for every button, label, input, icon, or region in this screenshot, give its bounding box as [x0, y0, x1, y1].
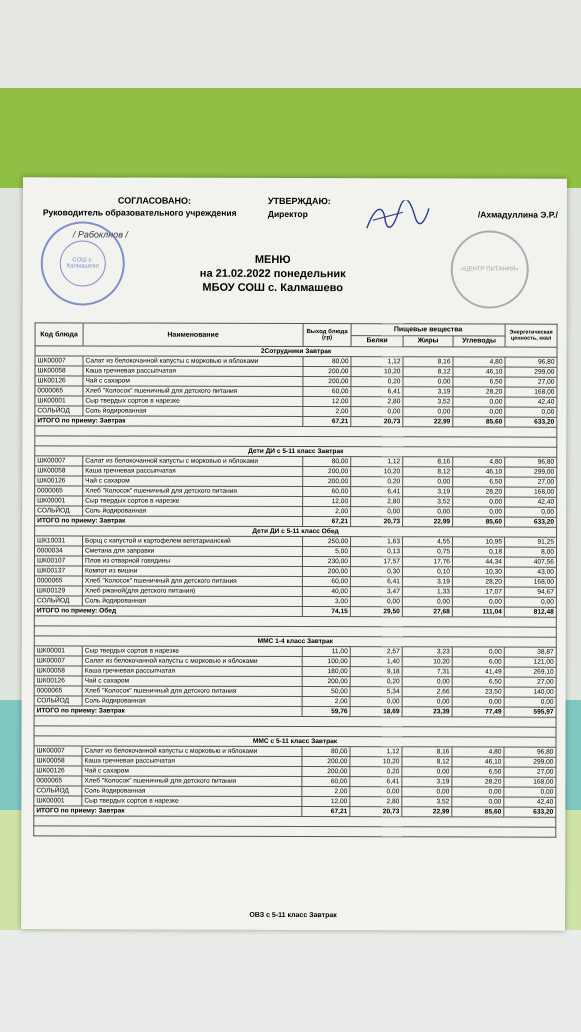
cell-protein: 2,80 — [351, 397, 403, 407]
cell-code: ШК00058 — [35, 466, 83, 476]
cell-yield: 60,00 — [303, 387, 351, 397]
cell-name: Хлеб "Колосок" пшеничный для детского питания — [83, 386, 303, 397]
cell-yield: 60,00 — [302, 577, 350, 587]
cell-yield: 60,00 — [303, 487, 351, 497]
cell-yield: 2,00 — [303, 407, 351, 417]
cell-name: Сыр твердых сортов в нарезке — [82, 646, 302, 657]
total-value: 595,97 — [504, 707, 556, 717]
section-title: Дети ДИ с 5-11 класс Завтрак — [35, 446, 557, 457]
cell-carbs: 0,00 — [452, 697, 504, 707]
cell-yield: 230,00 — [302, 557, 350, 567]
agreed-role: Руководитель образовательного учреждения — [42, 207, 237, 218]
cell-energy: 0,00 — [504, 697, 556, 707]
cell-energy: 168,00 — [505, 387, 557, 397]
cell-yield: 50,00 — [302, 687, 350, 697]
cell-energy: 121,00 — [504, 657, 556, 667]
col-yield: Выход блюда (гр) — [303, 324, 351, 347]
menu-school: МБОУ СОШ с. Калмашево — [202, 281, 343, 295]
cell-code: ШК00058 — [35, 366, 83, 376]
cell-yield: 2,00 — [302, 787, 350, 797]
blank-cell — [34, 826, 556, 837]
cell-protein: 0,13 — [350, 547, 402, 557]
total-label: ИТОГО по приему: Завтрак — [35, 416, 303, 427]
cell-fat: 3,19 — [402, 777, 452, 787]
total-value: 111,04 — [452, 607, 504, 617]
cell-code: ШК00001 — [35, 396, 83, 406]
cell-code: ШК00007 — [34, 746, 82, 756]
total-value: 20,73 — [351, 417, 403, 427]
cell-carbs: 10,30 — [452, 567, 504, 577]
cell-fat: 0,00 — [402, 767, 452, 777]
cell-carbs: 28,20 — [452, 777, 504, 787]
cell-name: Сыр твердых сортов в нарезке — [83, 496, 303, 507]
cell-name: Сыр твердых сортов в нарезке — [83, 396, 303, 407]
cell-carbs: 6,50 — [453, 377, 505, 387]
cell-name: Чай с сахаром — [83, 476, 303, 487]
total-value: 67,21 — [302, 807, 350, 817]
col-code: Код блюда — [35, 323, 83, 346]
cell-protein: 6,41 — [351, 387, 403, 397]
cell-yield: 200,00 — [302, 677, 350, 687]
cell-protein: 0,20 — [350, 677, 402, 687]
cell-yield: 200,00 — [303, 377, 351, 387]
total-value: 812,48 — [504, 607, 556, 617]
cell-fat: 3,19 — [403, 387, 453, 397]
approve-label: УТВЕРЖДАЮ: — [267, 195, 331, 207]
cell-fat: 3,19 — [402, 577, 452, 587]
cell-carbs: 0,00 — [452, 787, 504, 797]
cell-energy: 27,00 — [504, 767, 556, 777]
cell-protein: 9,18 — [350, 667, 402, 677]
cell-name: Хлеб "Колосок" пшеничный для детского питания — [82, 686, 302, 697]
cell-fat: 1,33 — [402, 587, 452, 597]
cell-fat: 3,23 — [402, 647, 452, 657]
cell-code: ШК00007 — [34, 656, 82, 666]
cell-protein: 0,00 — [350, 787, 402, 797]
cell-fat: 0,00 — [402, 697, 452, 707]
cell-carbs: 4,80 — [453, 457, 505, 467]
cell-protein: 0,20 — [350, 767, 402, 777]
total-label: ИТОГО по приему: Завтрак — [35, 516, 303, 527]
cell-code: ШК00001 — [34, 796, 82, 806]
total-value: 23,39 — [402, 707, 452, 717]
cell-fat: 0,00 — [403, 407, 453, 417]
menu-table — [33, 322, 557, 837]
cell-energy: 42,40 — [505, 497, 557, 507]
cell-code: ШК00107 — [34, 556, 82, 566]
cell-energy: 42,40 — [505, 397, 557, 407]
cell-carbs: 0,00 — [452, 797, 504, 807]
cell-yield: 200,00 — [302, 567, 350, 577]
cell-name: Соль йодированная — [82, 786, 302, 797]
cell-yield: 100,00 — [302, 657, 350, 667]
cell-carbs: 28,20 — [453, 487, 505, 497]
cell-code: 0000065 — [34, 776, 82, 786]
cell-fat: 8,16 — [403, 357, 453, 367]
cell-energy: 0,00 — [504, 597, 556, 607]
cell-code: ШК00126 — [35, 476, 83, 486]
approve-name: /Ахмадуллина Э.Р./ — [477, 209, 558, 220]
cell-energy: 96,80 — [505, 457, 557, 467]
cell-energy: 168,00 — [504, 577, 556, 587]
menu-date: на 21.02.2022 понедельник — [199, 267, 346, 281]
cell-code: 0000065 — [34, 576, 82, 586]
total-label: ИТОГО по приему: Обед — [34, 606, 302, 617]
cell-yield: 180,00 — [302, 667, 350, 677]
cell-energy: 168,00 — [504, 777, 556, 787]
total-value: 29,50 — [350, 607, 402, 617]
col-protein: Белки — [351, 335, 403, 347]
total-value: 85,60 — [453, 417, 505, 427]
cell-code: ШК00007 — [35, 356, 83, 366]
cell-carbs: 28,20 — [453, 387, 505, 397]
cell-name: Чай с сахаром — [82, 766, 302, 777]
cell-code: СОЛЬЙОД — [34, 596, 82, 606]
cell-energy: 140,00 — [504, 687, 556, 697]
next-section-title: ОВЗ с 5-11 класс Завтрак — [249, 911, 337, 920]
cell-carbs: 46,10 — [453, 367, 505, 377]
cell-protein: 17,57 — [350, 557, 402, 567]
cell-yield: 200,00 — [302, 757, 350, 767]
total-value: 20,73 — [350, 807, 402, 817]
cell-protein: 2,80 — [350, 797, 402, 807]
cell-protein: 0,00 — [350, 697, 402, 707]
cell-code: СОЛЬЙОД — [34, 786, 82, 796]
cell-name: Каша гречневая рассыпчатая — [83, 466, 303, 477]
cell-name: Хлеб ржаной(для детского питания) — [82, 586, 302, 597]
cell-yield: 5,00 — [302, 547, 350, 557]
cell-protein: 1,12 — [350, 747, 402, 757]
cell-yield: 250,00 — [303, 537, 351, 547]
cell-carbs: 17,07 — [452, 587, 504, 597]
cell-protein: 10,20 — [350, 757, 402, 767]
cell-carbs: 28,20 — [452, 577, 504, 587]
cell-name: Компот из вишни — [82, 566, 302, 577]
cell-fat: 8,12 — [403, 367, 453, 377]
cell-name: Каша гречневая рассыпчатая — [83, 366, 303, 377]
cell-carbs: 0,00 — [453, 497, 505, 507]
cell-fat: 3,19 — [403, 487, 453, 497]
cell-protein: 6,41 — [351, 487, 403, 497]
section-title: ММС с 5-11 класс Завтрак — [34, 736, 556, 747]
center-stamp-text: «ЦЕНТР ПИТАНИЯ» — [460, 266, 519, 273]
total-value: 20,73 — [351, 517, 403, 527]
cell-yield: 11,00 — [302, 647, 350, 657]
cell-energy: 91,25 — [505, 537, 557, 547]
cell-fat: 8,16 — [403, 457, 453, 467]
cell-name: Салат из белокочанной капусты с морковью и яблоками — [83, 356, 303, 367]
total-value: 22,99 — [402, 807, 452, 817]
cell-energy: 94,67 — [504, 587, 556, 597]
cell-name: Салат из белокочанной капусты с морковью и яблоками — [82, 656, 302, 667]
cell-code: СОЛЬЙОД — [35, 406, 83, 416]
cell-energy: 299,00 — [505, 467, 557, 477]
cell-code: ШК00129 — [34, 586, 82, 596]
cell-energy: 42,40 — [504, 797, 556, 807]
cell-energy: 0,00 — [505, 407, 557, 417]
cell-code: ШК00137 — [34, 566, 82, 576]
approve-role: Директор — [267, 208, 308, 220]
blank-row — [34, 826, 556, 837]
cell-name: Соль йодированная — [83, 506, 303, 517]
cell-energy: 96,80 — [505, 357, 557, 367]
cell-yield: 3,00 — [302, 597, 350, 607]
cell-code: ШК10031 — [35, 536, 83, 546]
cell-carbs: 0,00 — [453, 397, 505, 407]
total-value: 22,99 — [403, 517, 453, 527]
cell-fat: 2,66 — [402, 687, 452, 697]
cell-code: ШК00058 — [34, 666, 82, 676]
cell-yield: 12,00 — [302, 797, 350, 807]
cell-yield: 200,00 — [303, 477, 351, 487]
cell-name: Чай с сахаром — [83, 376, 303, 387]
cell-yield: 80,00 — [303, 357, 351, 367]
cell-yield: 60,00 — [302, 777, 350, 787]
cell-yield: 2,00 — [303, 507, 351, 517]
cell-protein: 2,80 — [351, 497, 403, 507]
school-stamp-text: СОШ с. Калмашево — [60, 240, 106, 286]
cell-yield: 200,00 — [303, 467, 351, 477]
cell-fat: 3,52 — [403, 397, 453, 407]
cell-name: Плов из отварной говядины — [82, 556, 302, 567]
cell-yield: 200,00 — [303, 367, 351, 377]
cell-energy: 299,00 — [505, 367, 557, 377]
cell-carbs: 0,18 — [452, 547, 504, 557]
cell-fat: 0,00 — [403, 377, 453, 387]
cell-name: Соль йодированная — [82, 696, 302, 707]
cell-fat: 8,16 — [402, 747, 452, 757]
total-label: ИТОГО по приему: Завтрак — [34, 706, 302, 717]
cell-carbs: 44,34 — [452, 557, 504, 567]
cell-code: ШК00126 — [34, 766, 82, 776]
cell-name: Соль йодированная — [82, 596, 302, 607]
cell-carbs: 0,00 — [453, 507, 505, 517]
total-label: ИТОГО по приему: Завтрак — [34, 806, 302, 817]
cell-fat: 0,00 — [403, 477, 453, 487]
cell-protein: 0,00 — [350, 597, 402, 607]
cell-yield: 200,00 — [302, 767, 350, 777]
cell-carbs: 46,10 — [453, 467, 505, 477]
cell-protein: 6,41 — [350, 577, 402, 587]
cell-code: ШК00001 — [35, 496, 83, 506]
menu-title: МЕНЮ — [254, 253, 291, 266]
cell-carbs: 6,50 — [452, 677, 504, 687]
cell-carbs: 6,50 — [452, 767, 504, 777]
wall-bottom — [0, 930, 581, 1032]
cell-fat: 4,55 — [403, 537, 453, 547]
cell-fat: 0,10 — [402, 567, 452, 577]
cell-code: ШК00007 — [35, 456, 83, 466]
cell-protein: 0,20 — [351, 477, 403, 487]
cell-code: 0000065 — [35, 386, 83, 396]
cell-carbs: 0,00 — [452, 597, 504, 607]
cell-protein: 5,34 — [350, 687, 402, 697]
total-value: 77,49 — [452, 707, 504, 717]
cell-code: ШК00001 — [34, 646, 82, 656]
col-name: Наименование — [83, 323, 303, 347]
cell-protein: 10,20 — [351, 467, 403, 477]
cell-energy: 27,00 — [505, 477, 557, 487]
total-value: 74,15 — [302, 607, 350, 617]
cell-carbs: 4,80 — [452, 747, 504, 757]
section-title: ММС 1-4 класс Завтрак — [34, 636, 556, 647]
cell-protein: 6,41 — [350, 777, 402, 787]
cell-protein: 1,12 — [351, 357, 403, 367]
cell-fat: 7,31 — [402, 667, 452, 677]
cell-fat: 0,75 — [402, 547, 452, 557]
cell-code: ШК00126 — [35, 376, 83, 386]
cell-yield: 12,00 — [303, 497, 351, 507]
agreed-label: СОГЛАСОВАНО: — [117, 195, 192, 206]
cell-protein: 0,00 — [351, 507, 403, 517]
col-carbs: Углеводы — [453, 335, 505, 347]
total-value: 59,76 — [302, 707, 350, 717]
cell-energy: 43,00 — [504, 567, 556, 577]
cell-fat: 0,00 — [403, 507, 453, 517]
cell-protein: 3,47 — [350, 587, 402, 597]
cell-fat: 10,20 — [402, 657, 452, 667]
cell-fat: 0,00 — [402, 597, 452, 607]
total-value: 85,60 — [452, 807, 504, 817]
cell-energy: 299,00 — [504, 757, 556, 767]
cell-carbs: 6,00 — [452, 657, 504, 667]
cell-carbs: 23,50 — [452, 687, 504, 697]
cell-name: Каша гречневая рассыпчатая — [82, 756, 302, 767]
cell-protein: 0,20 — [351, 377, 403, 387]
total-value: 67,21 — [303, 417, 351, 427]
cell-fat: 8,12 — [402, 757, 452, 767]
cell-name: Соль йодированная — [83, 406, 303, 417]
cell-carbs: 4,80 — [453, 357, 505, 367]
cell-code: ШК00126 — [34, 676, 82, 686]
cell-energy: 168,00 — [505, 487, 557, 497]
cell-carbs: 6,50 — [453, 477, 505, 487]
cell-fat: 8,12 — [403, 467, 453, 477]
cell-name: Салат из белокочанной капусты с морковью и яблоками — [83, 456, 303, 467]
total-value: 85,60 — [453, 517, 505, 527]
cell-yield: 12,00 — [303, 397, 351, 407]
cell-carbs: 46,10 — [452, 757, 504, 767]
cell-name: Хлеб "Колосок" пшеничный для детского питания — [83, 486, 303, 497]
wall-green-stripe — [0, 88, 581, 188]
cell-code: 0000065 — [35, 486, 83, 496]
cell-name: Хлеб "Колосок" пшеничный для детского питания — [82, 576, 302, 587]
cell-carbs: 10,95 — [453, 537, 505, 547]
agreed-signature: / Рабоклнов / — [72, 229, 128, 240]
cell-code: 0000065 — [34, 686, 82, 696]
cell-yield: 2,00 — [302, 697, 350, 707]
cell-energy: 269,10 — [504, 667, 556, 677]
section-title: Дети ДИ с 5-11 класс Обед — [35, 526, 557, 537]
cell-protein: 2,57 — [350, 647, 402, 657]
cell-protein: 1,40 — [350, 657, 402, 667]
cell-energy: 0,00 — [505, 507, 557, 517]
cell-fat: 0,00 — [402, 787, 452, 797]
director-signature — [363, 200, 433, 234]
cell-name: Хлеб "Колосок" пшеничный для детского питания — [82, 776, 302, 787]
cell-yield: 40,00 — [302, 587, 350, 597]
cell-yield: 80,00 — [302, 747, 350, 757]
cell-protein: 1,63 — [351, 537, 403, 547]
cell-energy: 27,00 — [505, 377, 557, 387]
cell-energy: 27,00 — [504, 677, 556, 687]
cell-protein: 0,00 — [351, 407, 403, 417]
cell-protein: 1,12 — [351, 457, 403, 467]
total-value: 633,20 — [504, 807, 556, 817]
cell-fat: 17,76 — [402, 557, 452, 567]
cell-energy: 407,56 — [504, 557, 556, 567]
cell-energy: 8,00 — [504, 547, 556, 557]
menu-sheet — [21, 177, 567, 930]
cell-yield: 80,00 — [303, 457, 351, 467]
col-nutrients: Пищевые вещества — [351, 324, 505, 336]
cell-fat: 3,52 — [403, 497, 453, 507]
cell-name: Каша гречневая рассыпчатая — [82, 666, 302, 677]
cell-protein: 0,30 — [350, 567, 402, 577]
cell-name: Сыр твердых сортов в нарезке — [82, 796, 302, 807]
section-title: 2Сотрудники Завтрак — [35, 346, 557, 357]
cell-name: Сметана для заправки — [82, 546, 302, 557]
col-energy: Энергетическая ценность, ккал — [505, 324, 557, 347]
cell-energy: 38,87 — [504, 647, 556, 657]
cell-energy: 96,80 — [504, 747, 556, 757]
total-value: 67,21 — [303, 517, 351, 527]
school-stamp — [41, 221, 125, 305]
total-value: 22,99 — [403, 417, 453, 427]
total-value: 633,20 — [505, 517, 557, 527]
total-value: 18,69 — [350, 707, 402, 717]
center-stamp — [451, 230, 529, 308]
cell-carbs: 41,49 — [452, 667, 504, 677]
cell-fat: 3,52 — [402, 797, 452, 807]
cell-name: Салат из белокочанной капусты с морковью и яблоками — [82, 746, 302, 757]
cell-carbs: 0,00 — [452, 647, 504, 657]
col-fat: Жиры — [403, 335, 453, 347]
cell-name: Чай с сахаром — [82, 676, 302, 687]
cell-fat: 0,00 — [402, 677, 452, 687]
cell-energy: 0,00 — [504, 787, 556, 797]
cell-name: Борщ с капустой и картофелем вегетарианский — [83, 536, 303, 547]
cell-carbs: 0,00 — [453, 407, 505, 417]
wall-top — [0, 0, 581, 88]
cell-code: 0000034 — [34, 546, 82, 556]
total-value: 633,20 — [505, 417, 557, 427]
cell-protein: 10,20 — [351, 367, 403, 377]
cell-code: ШК00058 — [34, 756, 82, 766]
cell-code: СОЛЬЙОД — [35, 506, 83, 516]
cell-code: СОЛЬЙОД — [34, 696, 82, 706]
total-value: 27,68 — [402, 607, 452, 617]
